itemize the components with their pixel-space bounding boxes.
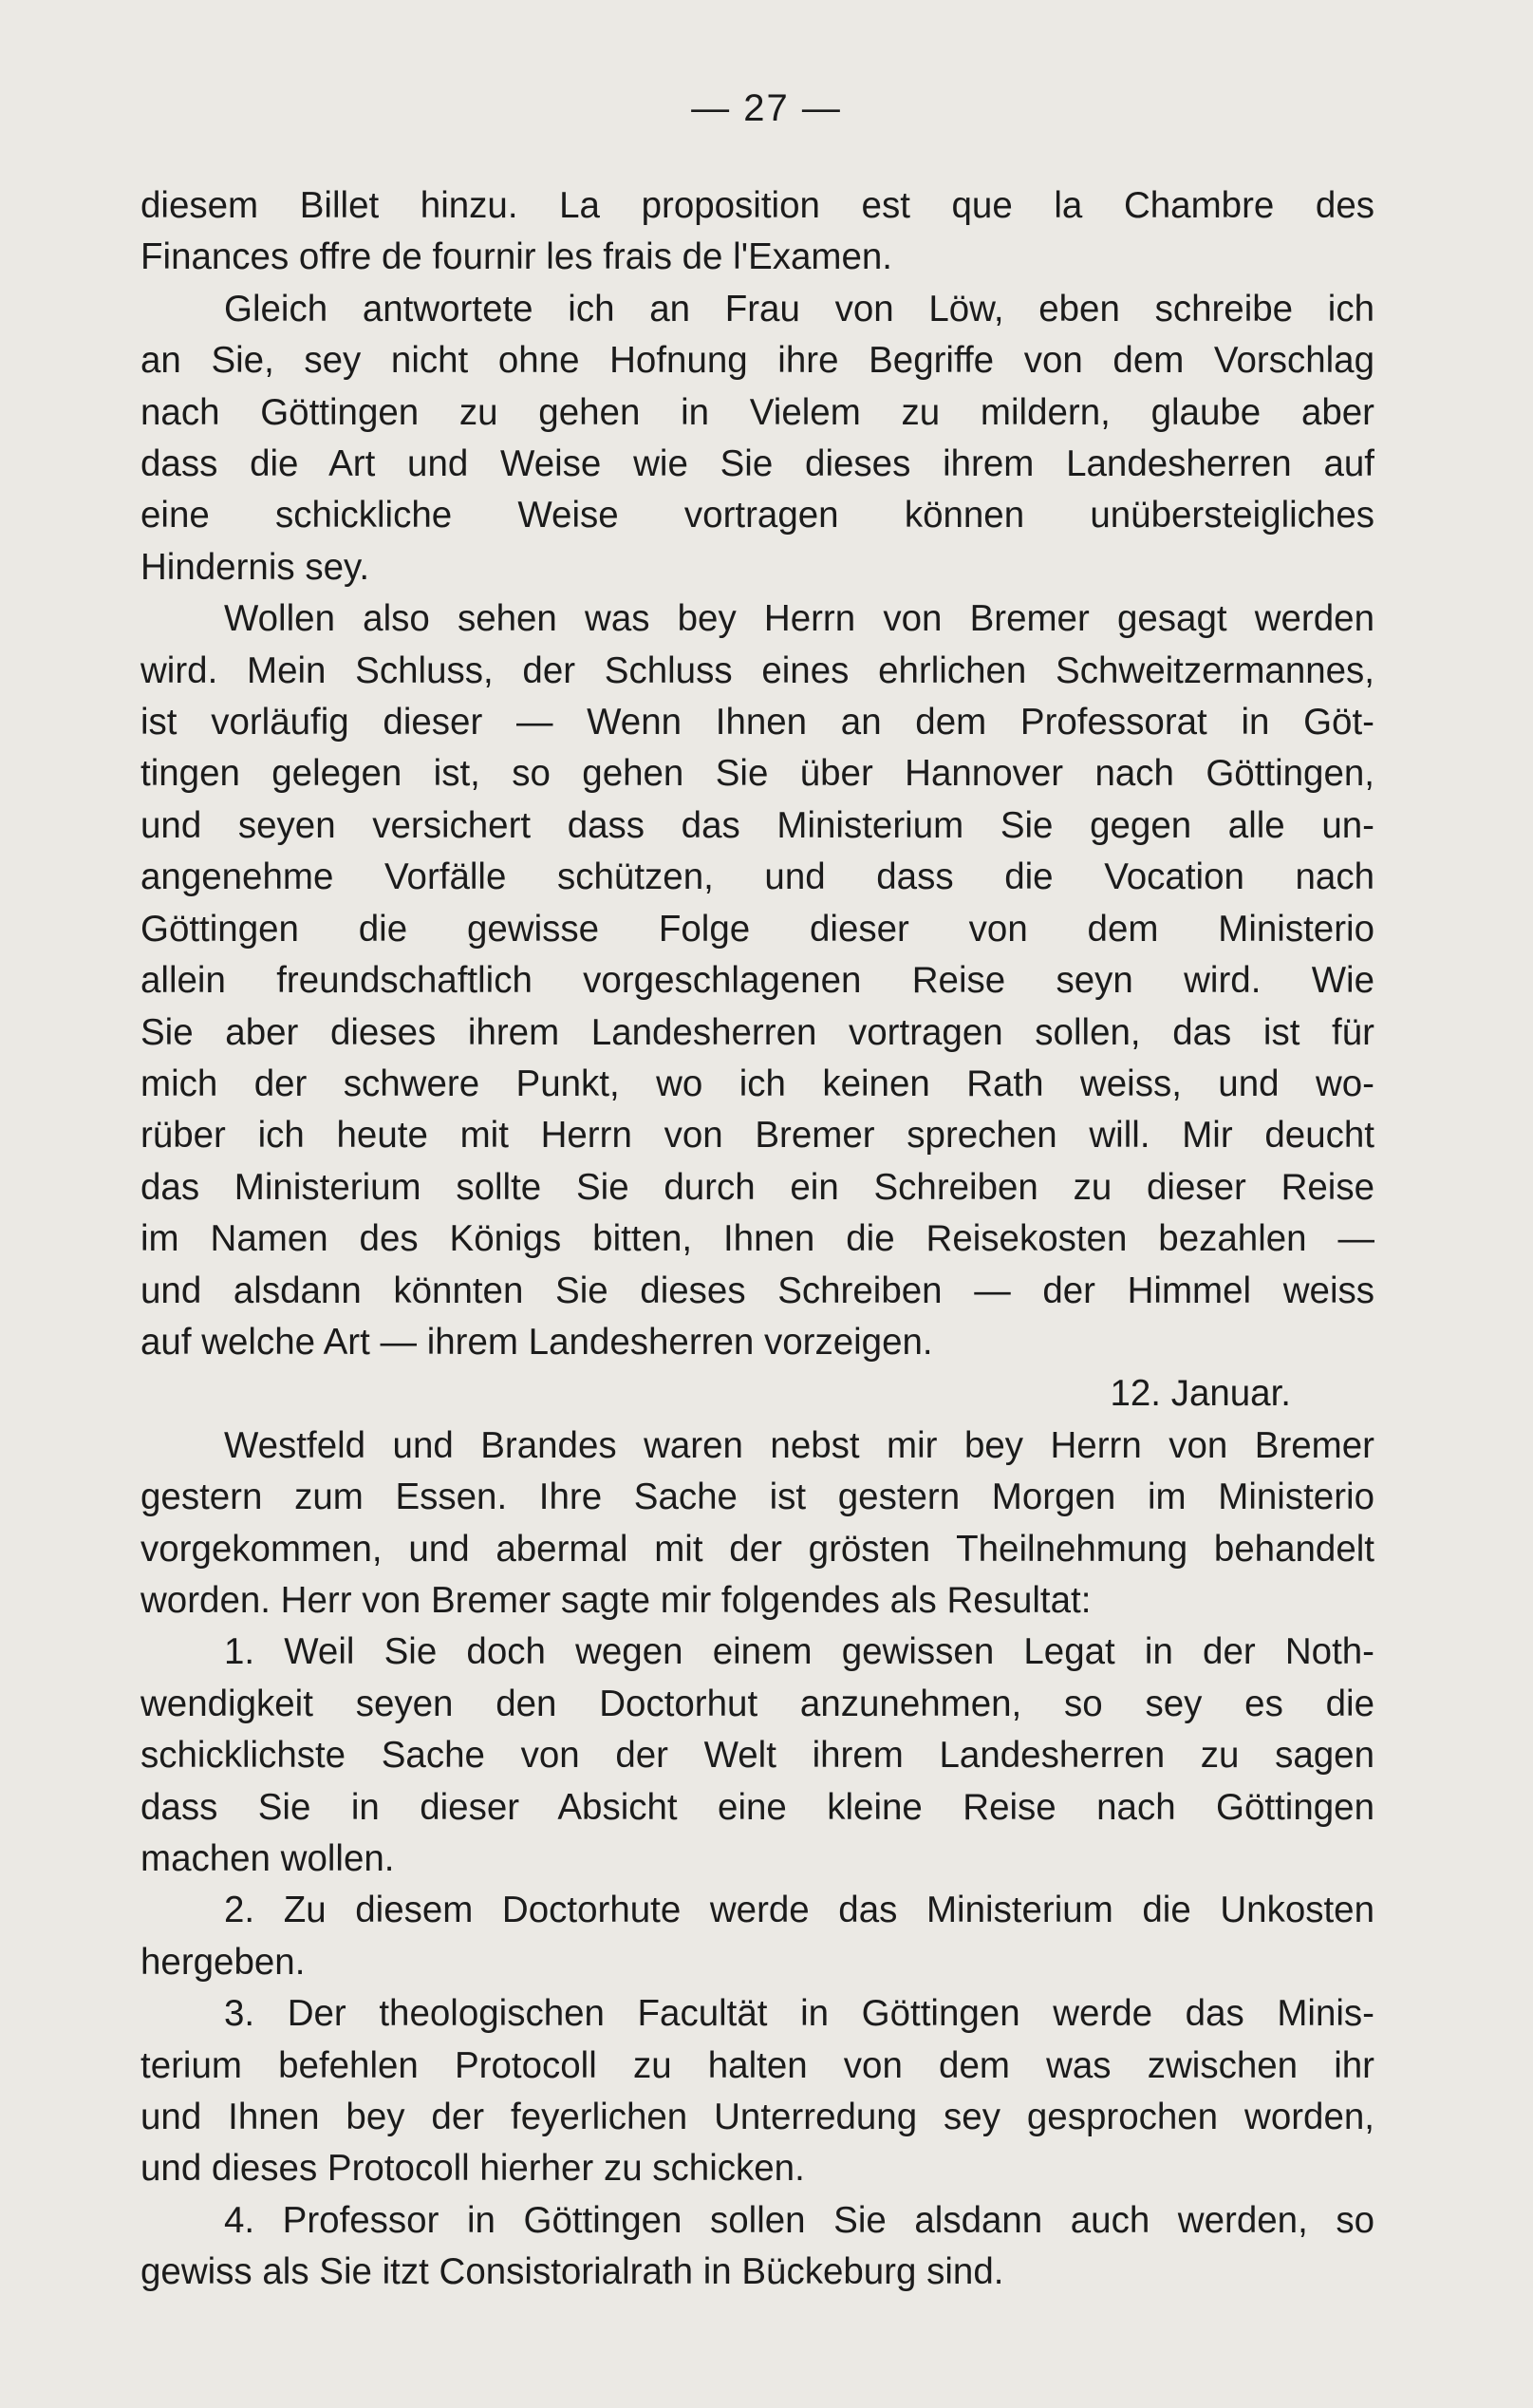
text-line: mich der schwere Punkt, wo ich keinen Rath weiss, und wo- <box>140 1063 1374 1104</box>
paragraph-conclusion <box>140 593 1374 1368</box>
text-line: an Sie, sey nicht ohne Hofnung ihre Begriffe von dem Vorschlag <box>140 340 1374 382</box>
text-line: wird. Mein Schluss, der Schluss eines ehrlichen Schweitzermannes, <box>140 649 1374 691</box>
text-line: schicklichste Sache von der Welt ihrem Landesherren zu sagen <box>140 1735 1374 1777</box>
text-line: Sie aber dieses ihrem Landesherren vortragen sollen, das ist für <box>140 1011 1374 1053</box>
text-line: Göttingen die gewisse Folge dieser von dem Ministerio <box>140 908 1374 950</box>
text-line: Hindernis sey. <box>140 546 370 588</box>
text-line: Gleich antwortete ich an Frau von Löw, eben schreibe ich <box>224 288 1374 329</box>
text-line: diesem Billet hinzu. La proposition est que la Chambre des <box>140 185 1374 226</box>
text-line: 3. Der theologischen Facultät in Göttingen werde das Minis- <box>224 1993 1374 2035</box>
text-line: terium befehlen Protocoll zu halten von dem was zwischen ihr <box>140 2044 1374 2086</box>
text-line: Finances offre de fournir les frais de l'Examen. <box>140 236 892 278</box>
text-line: im Namen des Königs bitten, Ihnen die Reisekosten bezahlen — <box>140 1218 1374 1260</box>
text-line: Westfeld und Brandes waren nebst mir bey Herrn von Bremer <box>224 1424 1374 1466</box>
text-line: worden. Herr von Bremer sagte mir folgendes als Resultat: <box>140 1579 1092 1621</box>
text-line: Wollen also sehen was bey Herrn von Bremer gesagt werden <box>224 598 1374 640</box>
text-line: machen wollen. <box>140 1838 395 1879</box>
text-line: gewiss als Sie itzt Consistorialrath in Bückeburg sind. <box>140 2251 1004 2293</box>
text-line: 2. Zu diesem Doctorhute werde das Ministerium die Unkosten <box>224 1890 1374 1931</box>
date-line: 12. Januar. <box>1110 1373 1291 1415</box>
text-line: nach Göttingen zu gehen in Vielem zu mildern, glaube aber <box>140 391 1374 433</box>
text-line: und seyen versichert dass das Ministerium Sie gegen alle un- <box>140 804 1374 846</box>
text-line: 1. Weil Sie doch wegen einem gewissen Legat in der Noth- <box>224 1631 1374 1673</box>
paragraph-reply <box>140 284 1374 593</box>
text-line: und Ihnen bey der feyerlichen Unterredung sey gesprochen worden, <box>140 2097 1374 2138</box>
text-line: gestern zum Essen. Ihre Sache ist gestern Morgen im Ministerio <box>140 1477 1374 1518</box>
text-line: vorgekommen, und abermal mit der grösten Theilnehmung behandelt <box>140 1528 1374 1570</box>
body-text <box>140 180 1374 2299</box>
text-line: rüber ich heute mit Herrn von Bremer sprechen will. Mir deucht <box>140 1115 1374 1157</box>
page-number: — 27 — <box>691 87 842 129</box>
text-line: dass die Art und Weise wie Sie dieses ihrem Landesherren auf <box>140 443 1374 485</box>
text-line: und dieses Protocoll hierher zu schicken. <box>140 2148 805 2190</box>
text-line: angenehme Vorfälle schützen, und dass die Vocation nach <box>140 856 1374 898</box>
text-line: und alsdann könnten Sie dieses Schreiben — der Himmel weiss <box>140 1270 1374 1311</box>
text-line: allein freundschaftlich vorgeschlagenen Reise seyn wird. Wie <box>140 960 1374 1002</box>
text-line: eine schickliche Weise vortragen können unübersteigliches <box>140 495 1374 536</box>
text-line: ist vorläufig dieser — Wenn Ihnen an dem Professorat in Göt- <box>140 702 1374 743</box>
text-line: tingen gelegen ist, so gehen Sie über Hannover nach Göttingen, <box>140 753 1374 795</box>
text-line: 4. Professor in Göttingen sollen Sie alsdann auch werden, so <box>224 2199 1374 2241</box>
list-item-4 <box>140 2195 1374 2299</box>
paragraph-billet <box>140 180 1374 284</box>
list-item-2 <box>140 1885 1374 1988</box>
list-item-1 <box>140 1627 1374 1885</box>
text-line: dass Sie in dieser Absicht eine kleine Reise nach Göttingen <box>140 1786 1374 1828</box>
text-line: auf welche Art — ihrem Landesherren vorzeigen. <box>140 1321 933 1363</box>
text-line: hergeben. <box>140 1941 306 1983</box>
paragraph-report <box>140 1420 1374 1627</box>
text-line: das Ministerium sollte Sie durch ein Schreiben zu dieser Reise <box>140 1166 1374 1208</box>
list-item-3 <box>140 1988 1374 2195</box>
text-line: wendigkeit seyen den Doctorhut anzunehmen, so sey es die <box>140 1683 1374 1724</box>
date-heading <box>140 1368 1374 1420</box>
